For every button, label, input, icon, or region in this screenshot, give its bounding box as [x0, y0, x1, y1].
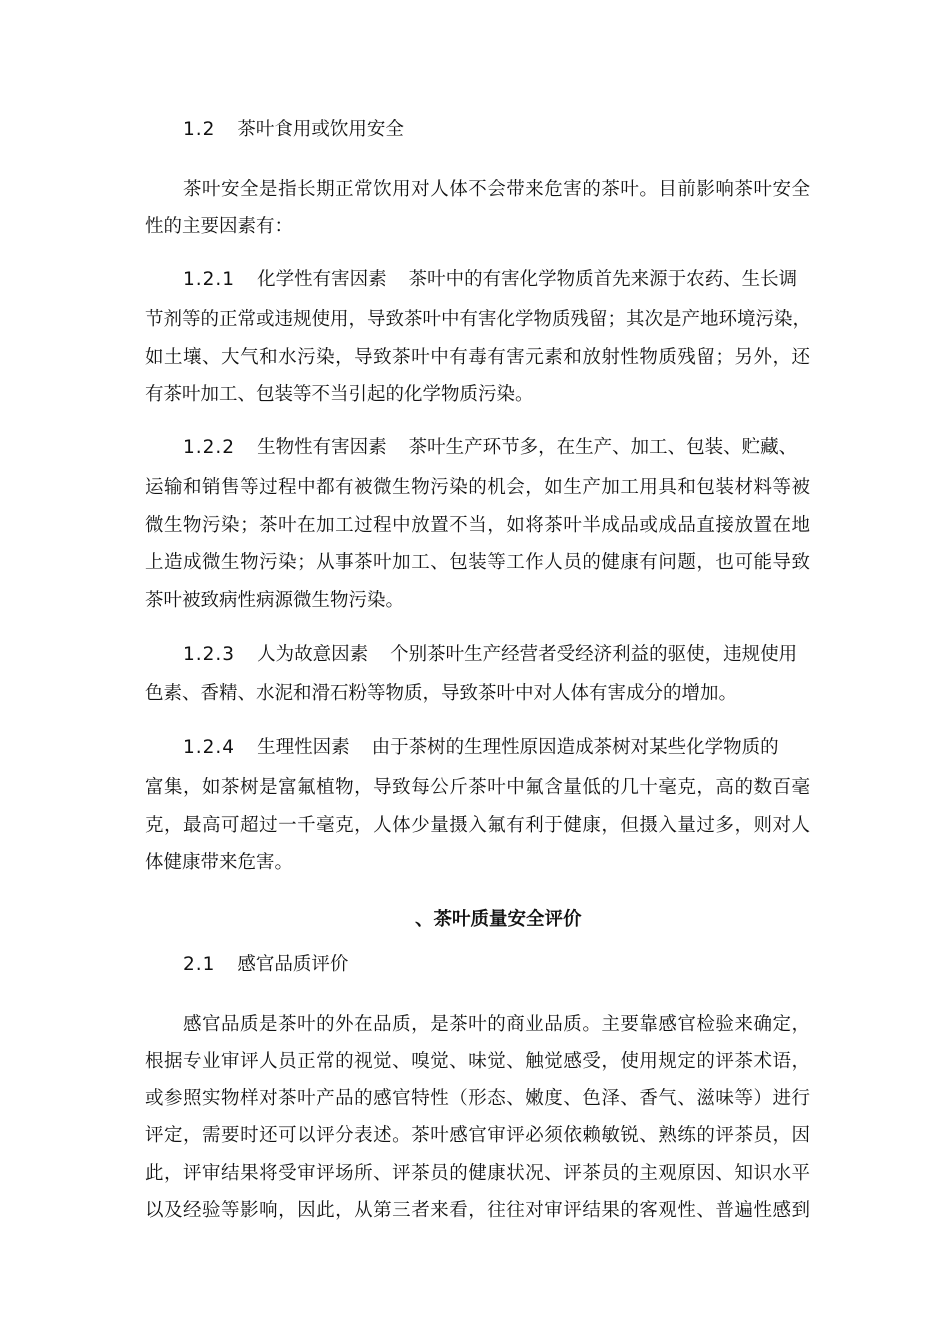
section-2-1-heading	[183, 953, 848, 977]
subsection-1-2-3-first-line	[183, 643, 848, 667]
subsection-number: 1.2.2	[183, 437, 236, 458]
paragraph-line: 性的主要因素有：	[145, 216, 294, 237]
subsection-number: 1.2.4	[183, 737, 236, 758]
paragraph-line: 此，评审结果将受审评场所、评茶员的健康状况、评茶员的主观原因、知识水平	[145, 1163, 810, 1184]
subsection-title: 生理性因素	[257, 737, 350, 758]
section-number: 1.2	[183, 119, 216, 140]
paragraph-text: 茶叶中的有害化学物质首先来源于农药、生长调	[408, 269, 798, 290]
paragraph-line: 克，最高可超过一千毫克，人体少量摄入氟有利于健康，但摄入量过多，则对人	[145, 815, 810, 836]
paragraph-line: 评定，需要时还可以评分表述。茶叶感官审评必须依赖敏锐、熟练的评茶员，因	[145, 1125, 810, 1146]
paragraph-line: 如土壤、大气和水污染，导致茶叶中有毒有害元素和放射性物质残留；另外，还	[145, 347, 810, 368]
subsection-1-2-1-first-line	[183, 268, 848, 292]
paragraph-line: 微生物污染；茶叶在加工过程中放置不当，如将茶叶半成品或成品直接放置在地	[145, 515, 810, 536]
chapter-2-heading: 、茶叶质量安全评价	[415, 909, 582, 930]
paragraph-line: 节剂等的正常或违规使用，导致茶叶中有害化学物质残留；其次是产地环境污染，	[145, 309, 812, 330]
paragraph-text: 茶叶生产环节多，在生产、加工、包装、贮藏、	[408, 437, 798, 458]
section-title: 茶叶食用或饮用安全	[237, 119, 404, 140]
paragraph-line: 以及经验等影响，因此，从第三者来看，往往对审评结果的客观性、普遍性感到	[145, 1200, 810, 1221]
paragraph-line: 茶叶被致病性病源微生物污染。	[145, 590, 405, 611]
subsection-number: 1.2.1	[183, 269, 236, 290]
paragraph-text: 个别茶叶生产经营者受经济利益的驱使，违规使用	[390, 644, 798, 665]
section-1-2-heading	[183, 118, 848, 142]
section-title: 感官品质评价	[237, 954, 349, 975]
paragraph-line: 茶叶安全是指长期正常饮用对人体不会带来危害的茶叶。目前影响茶叶安全	[183, 179, 810, 200]
paragraph-line: 色素、香精、水泥和滑石粉等物质，导致茶叶中对人体有害成分的增加。	[145, 683, 738, 704]
subsection-number: 1.2.3	[183, 644, 236, 665]
paragraph-line: 富集，如茶树是富氟植物，导致每公斤茶叶中氟含量低的几十毫克，高的数百毫	[145, 777, 810, 798]
subsection-title: 化学性有害因素	[257, 269, 387, 290]
paragraph-line: 或参照实物样对茶叶产品的感官特性（形态、嫩度、色泽、香气、滋味等）进行	[145, 1088, 810, 1109]
paragraph-line: 运输和销售等过程中都有被微生物污染的机会，如生产加工用具和包装材料等被	[145, 477, 810, 498]
subsection-1-2-4-first-line	[183, 736, 848, 760]
paragraph-line: 根据专业审评人员正常的视觉、嗅觉、味觉、触觉感受，使用规定的评茶术语，	[145, 1051, 810, 1072]
paragraph-line: 体健康带来危害。	[145, 852, 294, 873]
subsection-1-2-2-first-line	[183, 436, 848, 460]
paragraph-line: 有茶叶加工、包装等不当引起的化学物质污染。	[145, 384, 534, 405]
section-number: 2.1	[183, 954, 216, 975]
paragraph-line: 上造成微生物污染；从事茶叶加工、包装等工作人员的健康有问题，也可能导致	[145, 552, 810, 573]
paragraph-text: 由于茶树的生理性原因造成茶树对某些化学物质的	[371, 737, 779, 758]
subsection-title: 人为故意因素	[257, 644, 369, 665]
paragraph-line: 感官品质是茶叶的外在品质，是茶叶的商业品质。主要靠感官检验来确定，	[183, 1014, 810, 1035]
subsection-title: 生物性有害因素	[257, 437, 387, 458]
